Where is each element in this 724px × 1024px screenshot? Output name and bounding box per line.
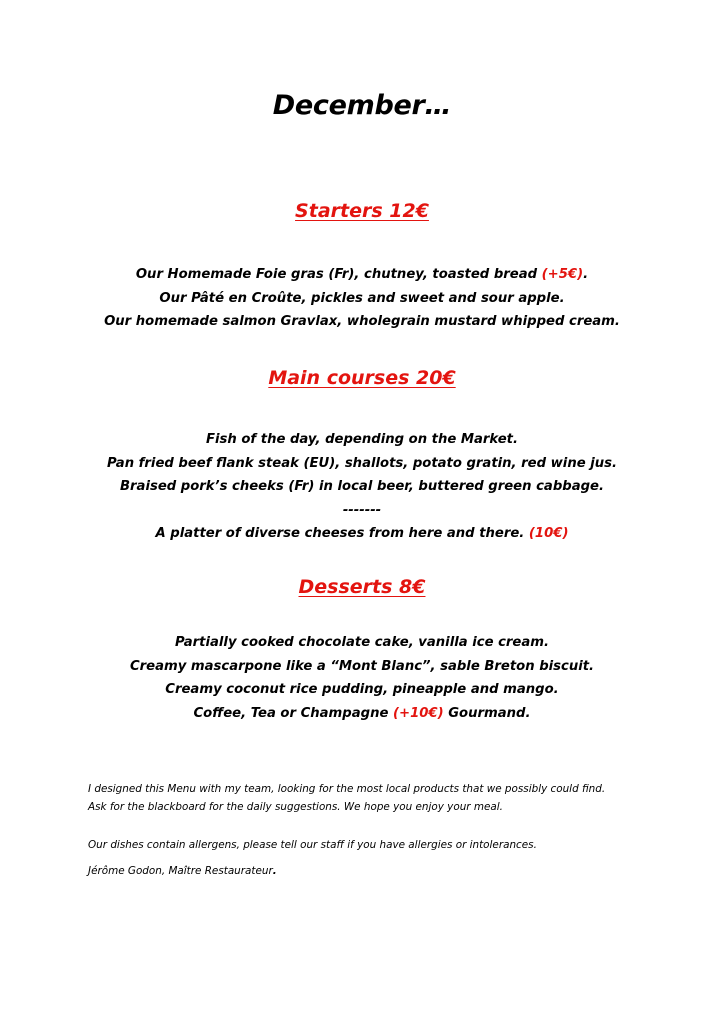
menu-divider: ------- <box>342 502 382 518</box>
signature-text: Jérôme Godon, Maître Restaurateur <box>88 865 273 877</box>
starters-list <box>0 263 724 334</box>
menu-item: Our homemade salmon Gravlax, wholegrain mustard whipped cream. <box>104 314 620 329</box>
allergen-text: Our dishes contain allergens, please tell our staff if you have allergies or intolerances. <box>88 839 537 851</box>
menu-item: Pan fried beef flank steak (EU), shallots, potato gratin, red wine jus. <box>106 455 618 471</box>
menu-item: A platter of diverse cheeses from here and there. (10€) <box>155 526 569 541</box>
menu-item: Our Homemade Foie gras (Fr), chutney, toasted bread (+5€). <box>135 267 589 282</box>
mains-list <box>0 428 724 546</box>
price-supplement: (+5€) <box>541 267 584 282</box>
menu-item: Fish of the day, depending on the Market. <box>206 432 518 447</box>
signature: Jérôme Godon, Maître Restaurateur. <box>88 865 277 877</box>
desserts-list <box>0 631 724 725</box>
desserts-heading: Desserts 8€ <box>298 576 426 598</box>
allergen-note <box>88 836 688 854</box>
menu-title: December… <box>272 90 452 121</box>
menu-item: Braised pork’s cheeks (Fr) in local beer, buttered green cabbage. <box>120 479 604 494</box>
menu-item: Creamy mascarpone like a “Mont Blanc”, sable Breton biscuit. <box>129 658 595 674</box>
menu-item: Coffee, Tea or Champagne (+10€) Gourmand. <box>193 705 531 721</box>
menu-item: Our Pâté en Croûte, pickles and sweet and sour apple. <box>159 290 565 306</box>
chef-note <box>88 780 688 816</box>
chef-note-line: Ask for the blackboard for the daily suggestions. We hope you enjoy your meal. <box>88 801 503 813</box>
starters-heading: Starters 12€ <box>295 200 429 222</box>
chef-note-line: I designed this Menu with my team, looking for the most local products that we possibly could find. <box>88 783 606 795</box>
menu-item: Partially cooked chocolate cake, vanilla ice cream. <box>174 635 550 650</box>
mains-heading: Main courses 20€ <box>268 367 456 389</box>
price-supplement: (+10€) <box>393 705 444 721</box>
price-supplement: (10€) <box>528 526 569 541</box>
menu-item: Creamy coconut rice pudding, pineapple and mango. <box>165 682 559 697</box>
